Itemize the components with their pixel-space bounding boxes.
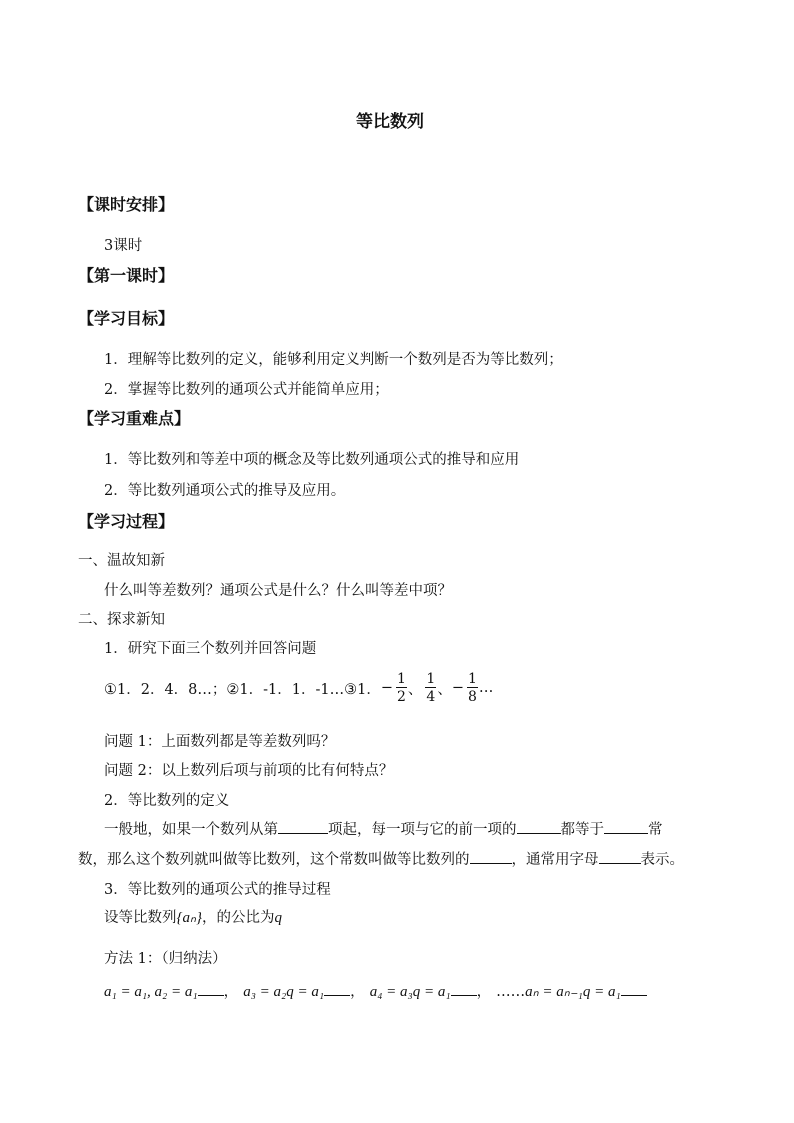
fraction-3-den: 8 [467, 689, 477, 705]
review-question: 什么叫等差数列？通项公式是什么？什么叫等差中项？ [104, 583, 452, 599]
goal-item-2: 2．掌握等比数列的通项公式并能简单应用； [104, 382, 389, 398]
definition-text-6: ，通常用字母 [511, 852, 599, 868]
formula-1: a₁ = a₁, a₂ = a₁ [104, 984, 198, 1000]
explore-item-2: 2．等比数列的定义 [104, 793, 230, 809]
setup-text-1: 设等比数列 [104, 910, 177, 926]
schedule-value: 3课时 [104, 238, 143, 254]
explore-heading: 二、探求新知 [78, 612, 165, 628]
formula-blank-4[interactable] [621, 994, 647, 996]
fraction-3-sign: − [451, 680, 464, 696]
sequence-symbol: {aₙ} [176, 910, 202, 926]
fraction-2-num: 1 [426, 671, 436, 687]
explore-item-1: 1．研究下面三个数列并回答问题 [104, 641, 317, 657]
definition-line-1 [104, 818, 663, 839]
ratio-symbol: q [274, 910, 282, 926]
definition-blank-5[interactable] [599, 862, 641, 864]
question-2: 问题 2：以上数列后项与前项的比有何特点？ [104, 763, 394, 779]
fraction-2-den: 4 [426, 689, 436, 705]
definition-text-1: 一般地，如果一个数列从第 [104, 822, 278, 838]
keypoint-item-2: 2．等比数列通项公式的推导及应用。 [104, 483, 346, 499]
fraction-3 [452, 672, 494, 704]
goals-heading: 【学习目标】 [78, 309, 175, 328]
keypoints-heading: 【学习重难点】 [78, 409, 191, 428]
explore-item-3: 3．等比数列的通项公式的推导过程 [104, 882, 331, 898]
fraction-2-sep: 、 [437, 681, 452, 698]
fraction-3-num: 1 [467, 671, 477, 687]
page-title: 等比数列 [356, 112, 424, 132]
formula-blank-1[interactable] [198, 994, 224, 996]
formula-ellipsis: …… [496, 984, 526, 1000]
goal-item-1: 1．理解等比数列的定义，能够利用定义判断一个数列是否为等比数列； [104, 352, 563, 368]
sequence-text: ①1．2．4．8…；②1．-1．1．-1…③1． [104, 681, 381, 698]
schedule-heading: 【课时安排】 [78, 195, 175, 214]
fraction-1-den: 2 [396, 689, 406, 705]
definition-text-3: 都等于 [560, 822, 604, 838]
review-heading: 一、温故知新 [78, 553, 165, 569]
fraction-3-sep: … [478, 680, 494, 696]
formula-2: a₃ = a₂q = a₁ [243, 984, 325, 1000]
first-lesson-heading: 【第一课时】 [78, 266, 175, 285]
sequence-examples [104, 666, 493, 710]
fraction-1-num: 1 [396, 671, 406, 687]
formula-4: aₙ = aₙ₋₁q = a₁ [525, 984, 621, 1000]
definition-text-5: 数，那么这个数列就叫做等比数列，这个常数叫做等比数列的 [78, 852, 470, 868]
setup-line [104, 906, 282, 927]
formula-blank-2[interactable] [324, 994, 350, 996]
fraction-1-sign: − [380, 680, 393, 696]
definition-text-4: 常 [648, 822, 663, 838]
definition-text-7: 表示。 [640, 852, 684, 868]
process-heading: 【学习过程】 [78, 512, 175, 531]
definition-line-2 [78, 848, 684, 869]
method-1-heading: 方法 1：（归纳法） [104, 951, 227, 967]
fraction-1 [381, 672, 423, 704]
definition-text-2: 项起，每一项与它的前一项的 [328, 822, 517, 838]
definition-blank-1[interactable] [278, 832, 328, 834]
definition-blank-4[interactable] [470, 862, 512, 864]
formula-blank-3[interactable] [451, 994, 477, 996]
formula-line: a₁ = a₁, a₂ = a₁ ， a₃ = a₂q = a₁ ， a₄ = a₃q = a₁ ， ……aₙ = aₙ₋₁q = a₁ [104, 980, 647, 1001]
fraction-1-sep: 、 [407, 681, 423, 698]
definition-blank-2[interactable] [517, 832, 561, 834]
definition-blank-3[interactable] [604, 832, 648, 834]
formula-3: a₄ = a₃q = a₁ [369, 984, 451, 1000]
fraction-2 [422, 672, 451, 704]
setup-text-2: ，的公比为 [201, 910, 275, 926]
keypoint-item-1: 1．等比数列和等差中项的概念及等比数列通项公式的推导和应用 [104, 452, 520, 468]
question-1: 问题 1：上面数列都是等差数列吗？ [104, 734, 336, 750]
